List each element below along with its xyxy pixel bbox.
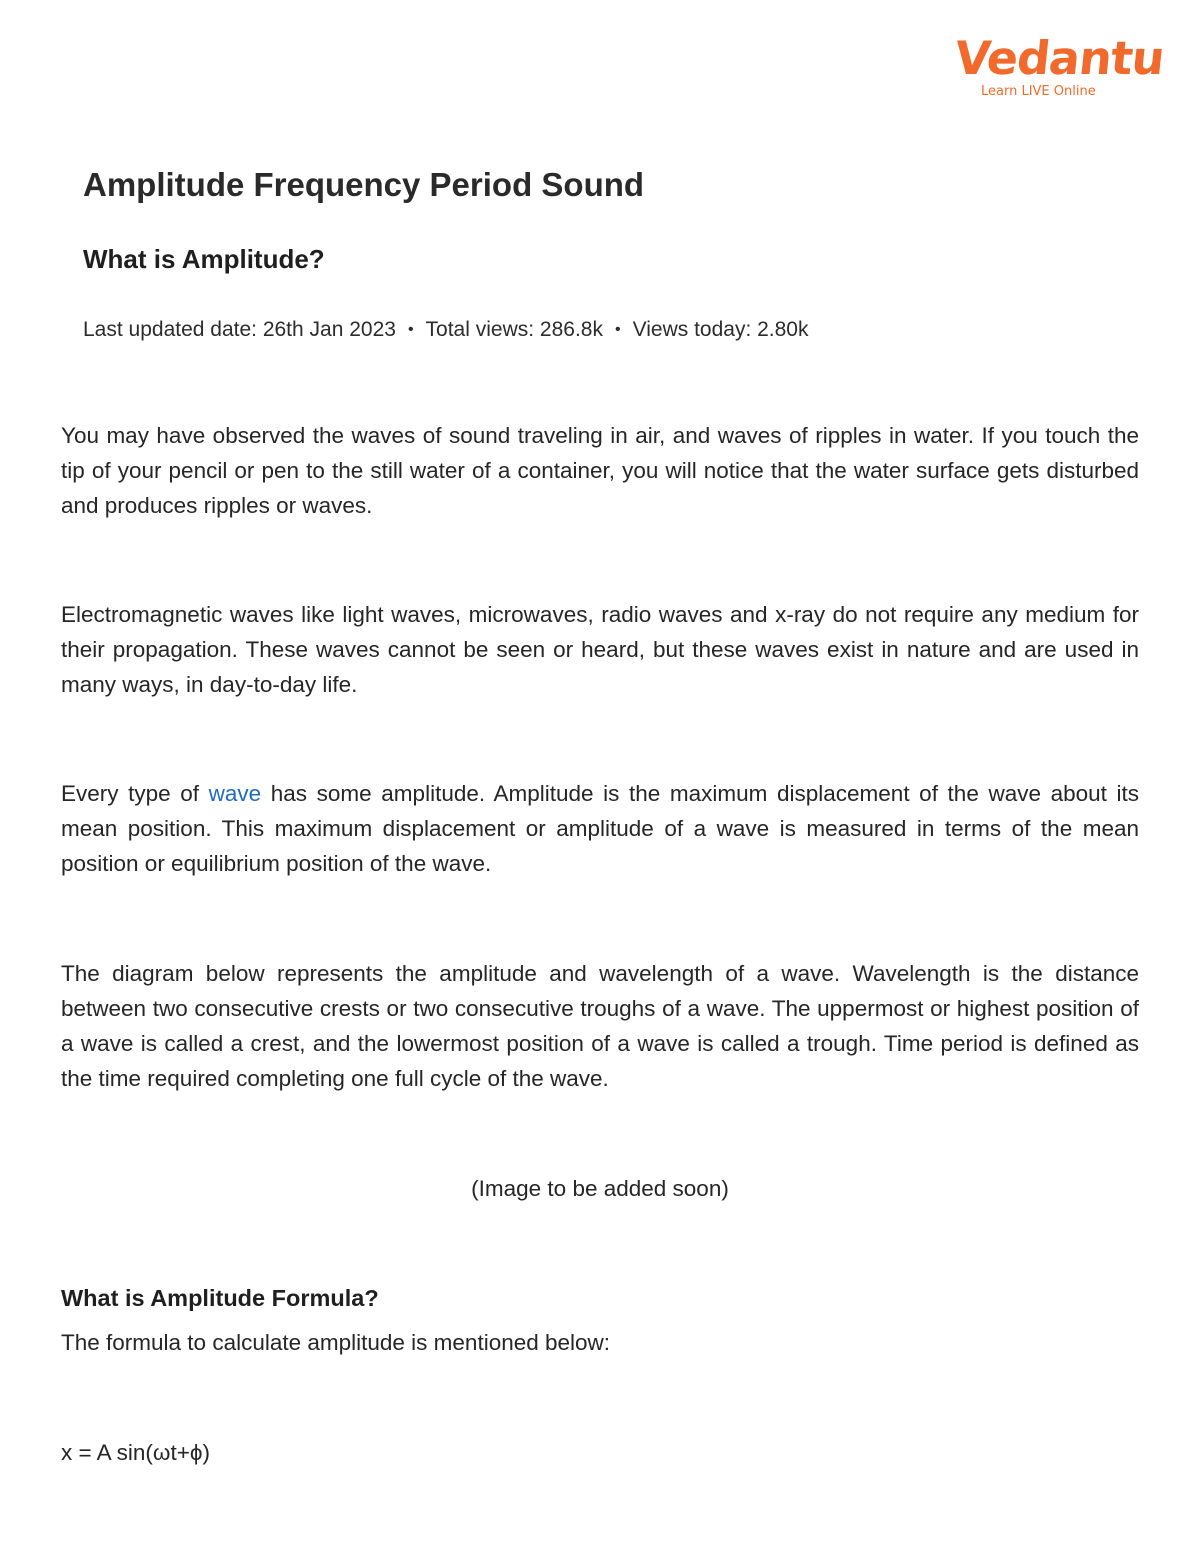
total-views: Total views: 286.8k bbox=[425, 318, 603, 341]
meta-separator: • bbox=[407, 321, 414, 338]
image-placeholder-text: (Image to be added soon) bbox=[471, 1176, 729, 1201]
views-today: Views today: 2.80k bbox=[632, 318, 809, 341]
meta-separator: • bbox=[614, 321, 621, 338]
formula-intro: The formula to calculate amplitude is mentioned below: bbox=[61, 1330, 611, 1355]
paragraph-diagram-description: The diagram below represents the amplitude and wavelength of a wave. Wavelength is the distance between two consecutive crests or two consecutive troughs of a wave. The uppermost or highest position of a wave is called a crest, and the lowermost position of a wave is called a trough. Time period is defined as the time required completing one full cycle of the wave. bbox=[61, 961, 1139, 1091]
vedantu-logo[interactable] bbox=[952, 31, 1167, 100]
paragraph-text: Every type of bbox=[61, 781, 209, 806]
article-meta bbox=[83, 318, 808, 342]
amplitude-formula: x = A sin(ωt+ϕ) bbox=[61, 1440, 210, 1465]
logo-tagline: Learn LIVE Online bbox=[981, 84, 1096, 99]
formula-section-heading: What is Amplitude Formula? bbox=[61, 1285, 379, 1311]
logo-brand: Vedantu bbox=[952, 31, 1167, 85]
page-title: Amplitude Frequency Period Sound bbox=[83, 166, 645, 203]
page-subtitle: What is Amplitude? bbox=[83, 244, 325, 274]
last-updated-date: Last updated date: 26th Jan 2023 bbox=[83, 318, 396, 341]
paragraph-text: has some amplitude. Amplitude is the maximum displacement of the wave about its mean position. This maximum displacement or amplitude of a wave is measured in terms of the mean position or equilibrium position of the wave. bbox=[61, 781, 1139, 876]
paragraph-waves-intro: You may have observed the waves of sound traveling in air, and waves of ripples in water. If you touch the tip of your pencil or pen to the still water of a container, you will notice that the water surface gets disturbed and produces ripples or waves. bbox=[61, 423, 1139, 518]
wave-link[interactable]: wave bbox=[208, 781, 262, 806]
paragraph-electromagnetic: Electromagnetic waves like light waves, microwaves, radio waves and x-ray do not require any medium for their propagation. These waves cannot be seen or heard, but these waves exist in nature and are used in many ways, in day-to-day life. bbox=[61, 602, 1139, 697]
paragraph-amplitude-definition bbox=[61, 776, 1139, 881]
